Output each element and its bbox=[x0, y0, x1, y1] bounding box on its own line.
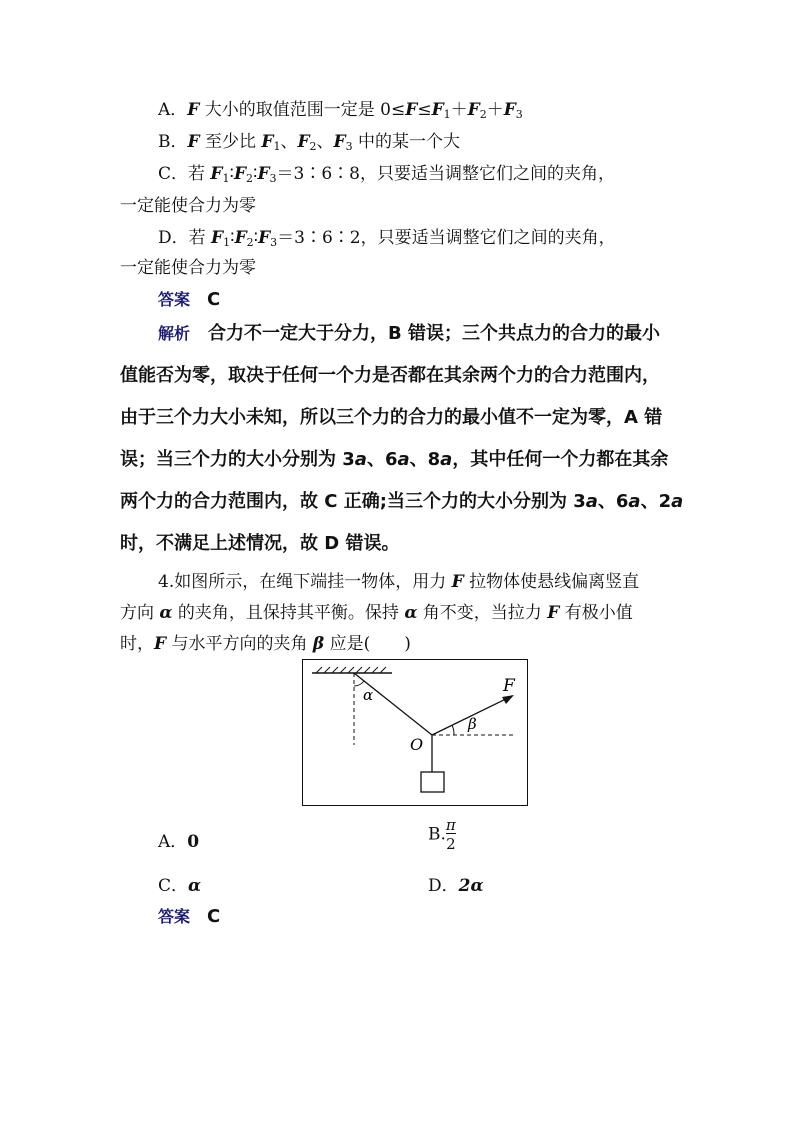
option-b: B．F 至少比 $F_1$、$F_2$、$F_3$ 中的某一个大 bbox=[158, 132, 461, 153]
analysis-line-3: 由于三个力大小未知，所以三个力的合力的最小值不一定为零，A 错 bbox=[120, 407, 663, 428]
figure-border bbox=[303, 660, 528, 806]
alpha-label: α bbox=[363, 686, 374, 704]
analysis-label: 解析 bbox=[158, 324, 191, 343]
point-o-label: O bbox=[410, 735, 424, 754]
pi-over-two-fraction: $\frac{\pi}{2}$ bbox=[445, 816, 456, 853]
answer-q3: 答案 C bbox=[158, 289, 221, 310]
option-d-continued: 一定能使合力为零 bbox=[120, 258, 256, 278]
force-arrowhead bbox=[502, 695, 514, 704]
rope bbox=[354, 673, 432, 735]
force-diagram bbox=[302, 659, 528, 806]
answer-label: 答案 bbox=[158, 290, 191, 309]
ceiling bbox=[312, 667, 392, 673]
q4-option-d: D．2α bbox=[428, 876, 484, 896]
beta-arc bbox=[452, 725, 454, 735]
beta-label: β bbox=[468, 715, 477, 733]
analysis-line-1: 解析 合力不一定大于分力，B 错误；三个共点力的合力的最小 bbox=[158, 323, 660, 344]
analysis-line-4: 误；当三个力的大小分别为 3a、6a、8a，其中任何一个力都在其余 bbox=[120, 449, 669, 470]
option-c: C．若 $F_1∶F_2∶F_3=3∶6∶8$，只要适当调整它们之间的夹角， bbox=[158, 164, 615, 185]
option-c-continued: 一定能使合力为零 bbox=[120, 196, 256, 216]
question-4-line-3: 时，F 与水平方向的夹角 β 应是( ) bbox=[120, 634, 411, 654]
q4-option-a: A．0 bbox=[158, 832, 200, 852]
hanging-block bbox=[421, 772, 444, 792]
q4-option-b: B. $\frac{\pi}{2}$ bbox=[428, 816, 456, 853]
question-4-line-2: 方向 α 的夹角，且保持其平衡。保持 α 角不变，当拉力 F 有极小值 bbox=[120, 603, 633, 623]
analysis-line-2: 值能否为零，取决于任何一个力是否都在其余两个力的合力范围内， bbox=[120, 365, 660, 386]
analysis-line-5: 两个力的合力范围内，故 C 正确;当三个力的大小分别为 3a、6a、2a bbox=[120, 491, 684, 512]
option-d: D．若 $F_1∶F_2∶F_3=3∶6∶2$，只要适当调整它们之间的夹角， bbox=[158, 228, 616, 249]
analysis-line-6: 时，不满足上述情况，故 D 错误。 bbox=[120, 533, 400, 554]
q4-option-c: C．α bbox=[158, 876, 202, 896]
answer-q4: 答案 C bbox=[158, 906, 221, 927]
question-4-line-1: 4.如图所示，在绳下端挂一物体，用力 F 拉物体使悬线偏离竖直 bbox=[158, 572, 640, 592]
option-a: A．F 大小的取值范围一定是 $0\le F\le F_1+F_2+F_3$ bbox=[158, 100, 523, 121]
force-label: F bbox=[503, 676, 515, 696]
